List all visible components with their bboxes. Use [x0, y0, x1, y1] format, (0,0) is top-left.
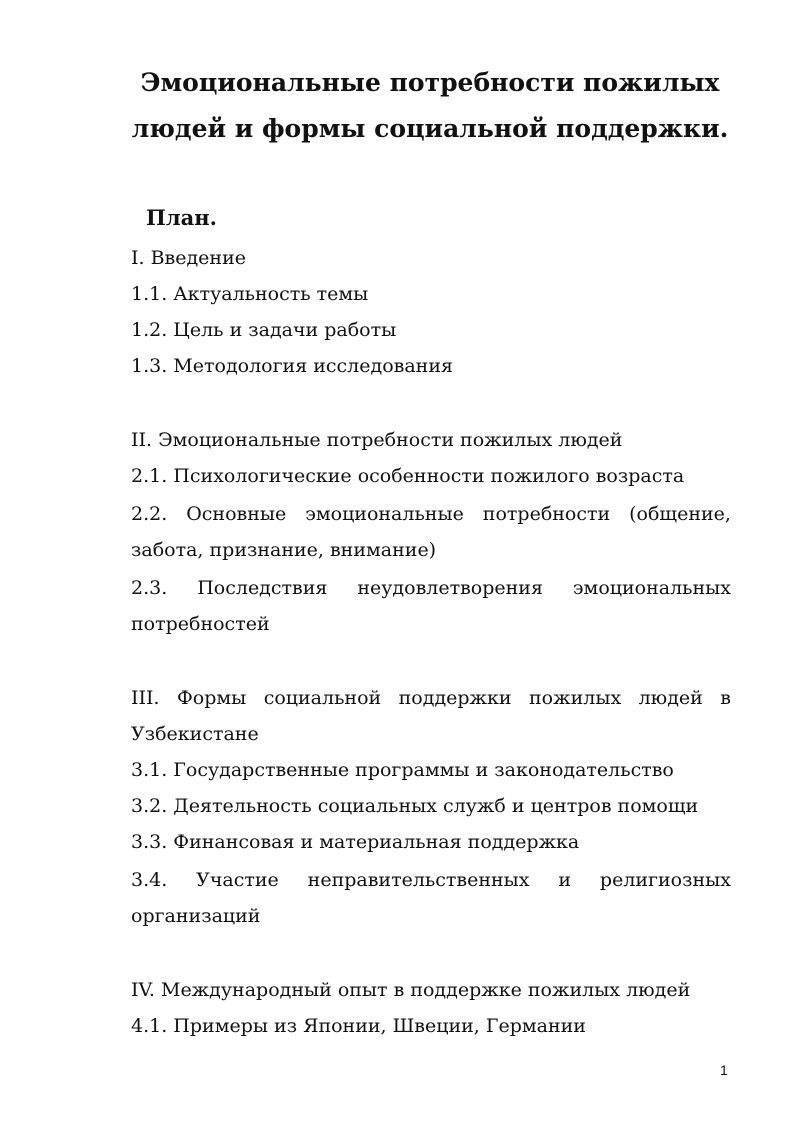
title-line-1: Эмоциональные потребности пожилых [140, 68, 720, 97]
list-item [131, 496, 731, 532]
word: поддержки [398, 687, 512, 709]
word: социальной [263, 687, 382, 709]
document-title [100, 60, 760, 152]
word: потребности [482, 503, 611, 525]
title-line-2: людей и формы социальной поддержки. [131, 114, 729, 143]
list-item: 1.2. Цель и задачи работы [131, 319, 397, 341]
word: неправительственных [307, 869, 530, 891]
word: 2.2. [131, 503, 168, 525]
word: Основные [186, 503, 287, 525]
list-item: 3.3. Финансовая и материальная поддержка [131, 831, 580, 853]
section-heading: I. Введение [131, 247, 247, 269]
word: III. [131, 687, 160, 709]
list-item-continuation: организаций [131, 905, 261, 927]
word: Формы [177, 687, 247, 709]
list-item [131, 862, 731, 898]
list-item-continuation: забота, признание, внимание) [131, 539, 437, 561]
word: религиозных [599, 869, 731, 891]
page-number: 1 [720, 1062, 728, 1078]
section-heading: IV. Международный опыт в поддержке пожилых людей [131, 979, 691, 1001]
list-item [131, 570, 731, 606]
word: в [720, 687, 731, 709]
word: пожилых [529, 687, 622, 709]
word: Участие [196, 869, 279, 891]
list-item: 3.1. Государственные программы и законодательство [131, 759, 674, 781]
list-item: 2.1. Психологические особенности пожилого возраста [131, 465, 685, 487]
section-heading-continuation: Узбекистане [131, 723, 259, 745]
list-item-continuation: потребностей [131, 613, 270, 635]
word: эмоциональные [305, 503, 464, 525]
list-item: 4.1. Примеры из Японии, Швеции, Германии [131, 1015, 586, 1037]
list-item: 1.1. Актуальность темы [131, 283, 369, 305]
plan-heading: План. [146, 205, 217, 230]
word: (общение, [629, 503, 731, 525]
word: эмоциональных [572, 577, 731, 599]
section-heading [131, 680, 731, 716]
word: и [558, 869, 572, 891]
word: неудовлетворения [357, 577, 543, 599]
word: Последствия [197, 577, 328, 599]
list-item: 1.3. Методология исследования [131, 355, 453, 377]
word: 3.4. [131, 869, 168, 891]
word: людей [638, 687, 703, 709]
list-item: 3.2. Деятельность социальных служб и центров помощи [131, 795, 699, 817]
word: 2.3. [131, 577, 168, 599]
section-heading: II. Эмоциональные потребности пожилых людей [131, 429, 623, 451]
